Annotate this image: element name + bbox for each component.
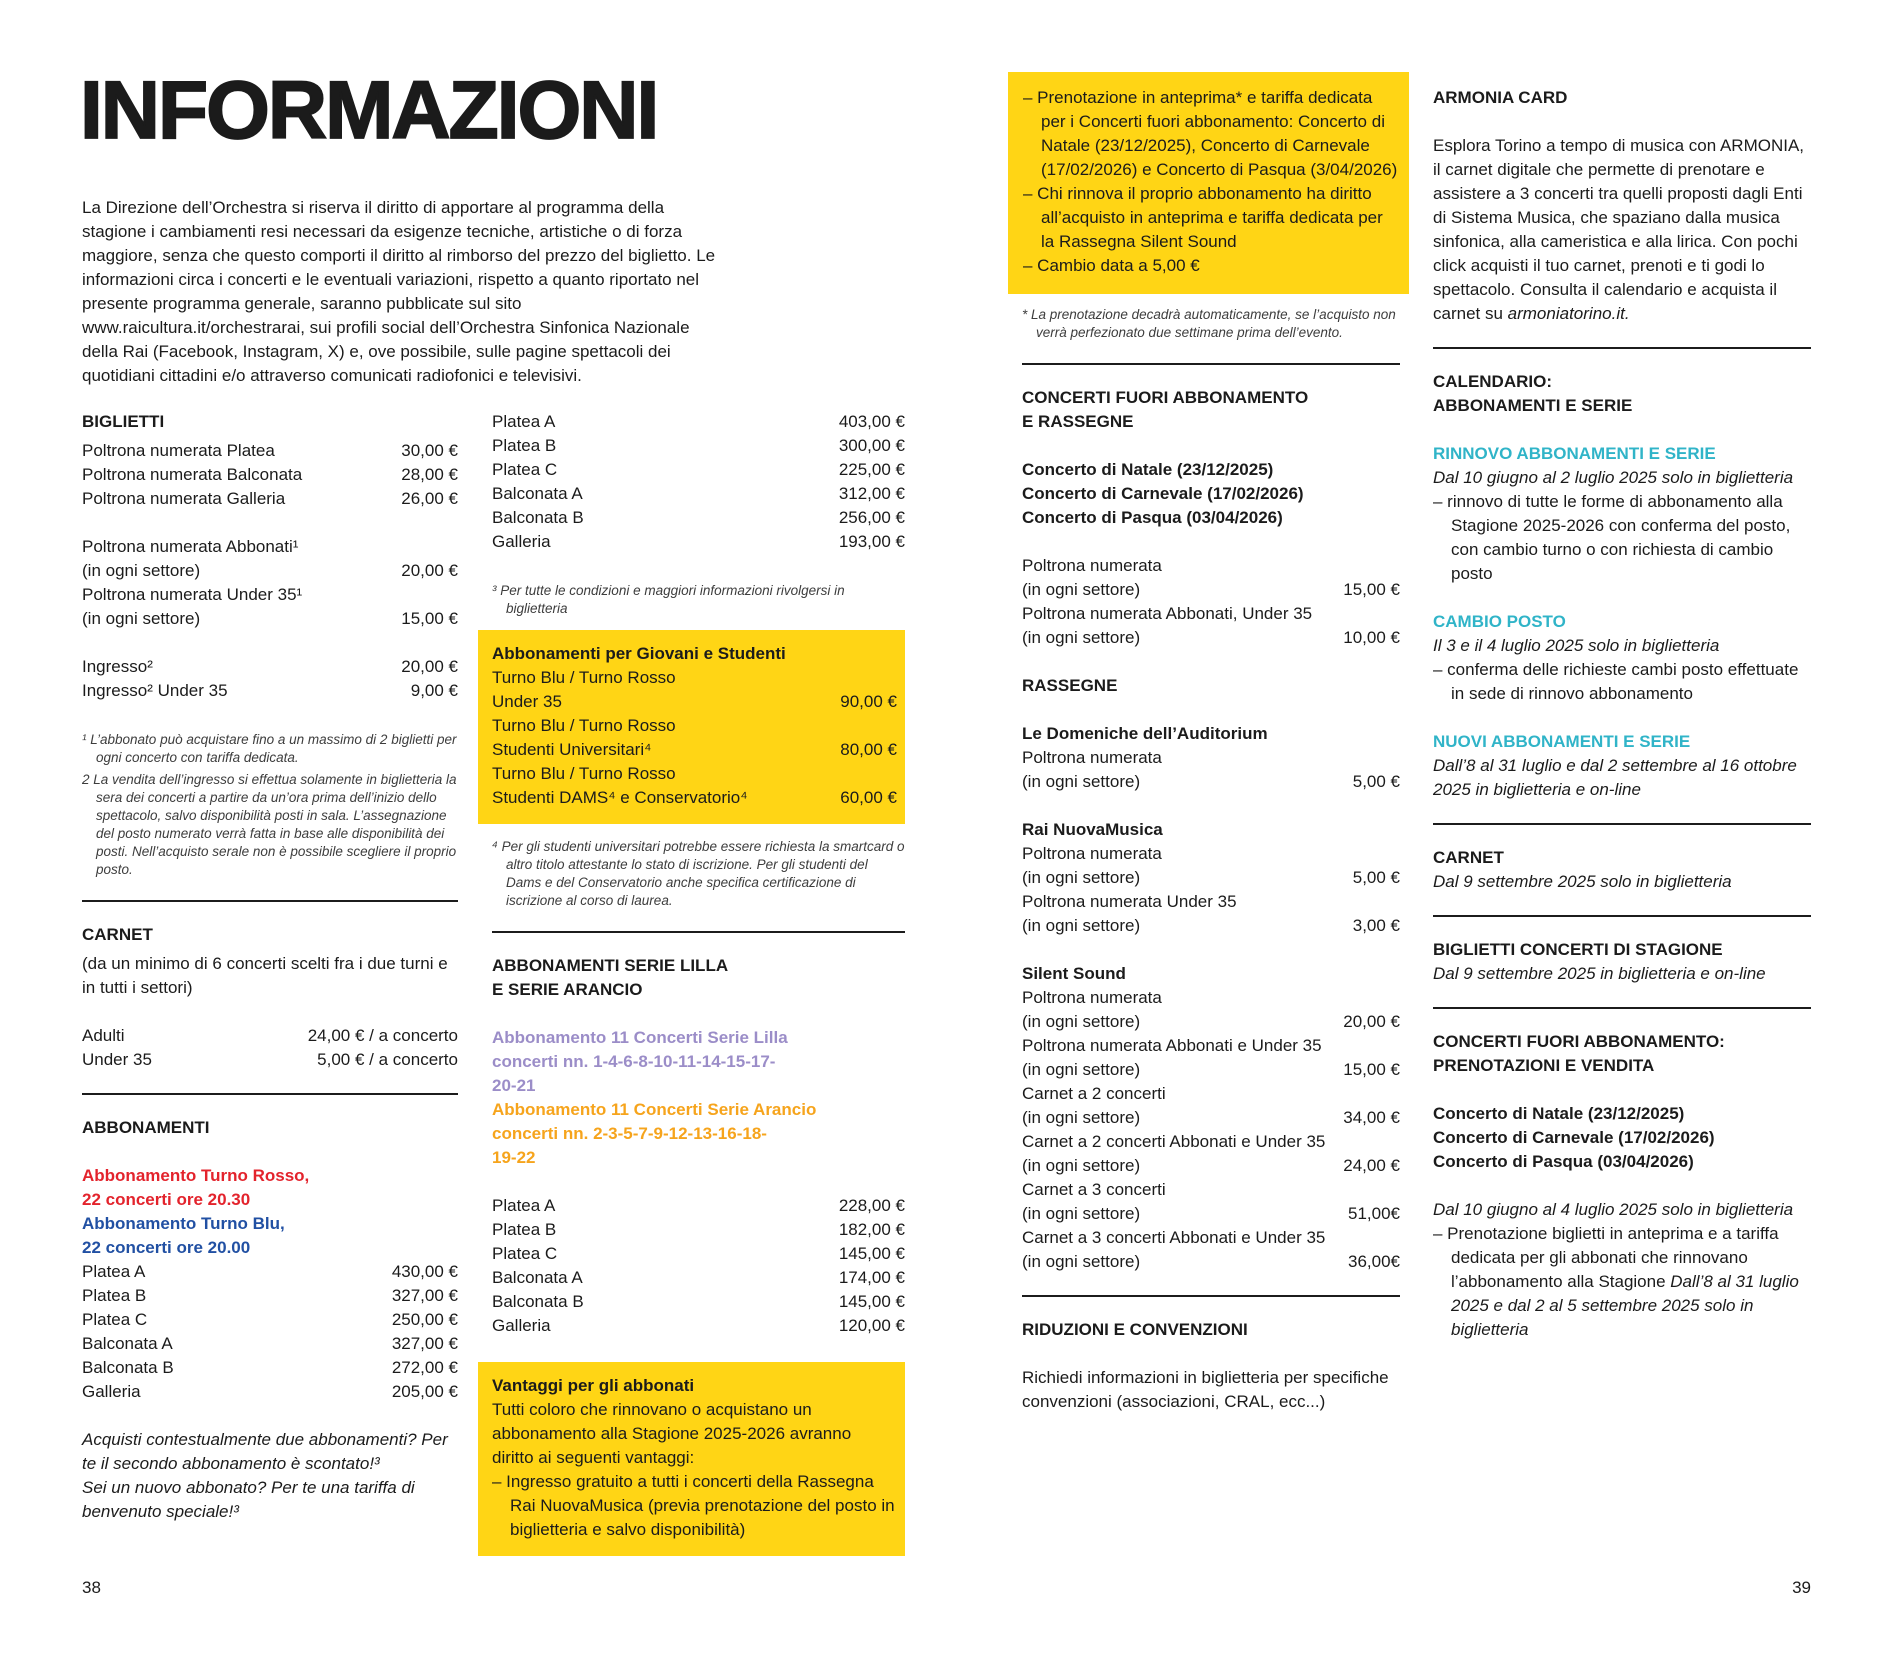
price-row — [1022, 1226, 1400, 1274]
row-label: Balconata A — [492, 1268, 583, 1287]
price-row — [82, 487, 458, 511]
price-row — [492, 1194, 905, 1218]
row-price: 24,00 € — [1343, 1156, 1400, 1175]
row-label — [1022, 1082, 1166, 1130]
footnote-2: 2 La vendita dell’ingresso si effettua solamente in biglietteria la sera dei concerti a partire da un’ora prima dell’inizio dello spettacolo, salvo disponibilità posti in sala. L’assegnazione del posto numerato verrà fatta in base alle disponibilità dei posti. Nell’acquisto serale non è possibile scegliere il proprio posto. — [82, 772, 457, 877]
price-row — [492, 458, 905, 482]
row-label: Galleria — [82, 1382, 141, 1401]
price-row — [492, 1218, 905, 1242]
carnet-cal-heading: CARNET — [1433, 848, 1504, 867]
row-price: 24,00 € / a concerto — [307, 1026, 458, 1045]
section-biglietti — [82, 410, 458, 879]
row-label-line1: Turno Blu / Turno Rosso — [492, 668, 676, 687]
price-row — [82, 1308, 458, 1332]
row-label: Balconata B — [82, 1358, 174, 1377]
price-row — [1022, 842, 1400, 890]
price-row — [1022, 1130, 1400, 1178]
concert-date-line: Concerto di Pasqua (03/04/2026) — [1022, 508, 1283, 527]
price-row — [82, 583, 458, 631]
row-label-line1: Carnet a 2 concerti Abbonati e Under 35 — [1022, 1132, 1326, 1151]
row-label — [1022, 746, 1162, 794]
row-label: Galleria — [492, 1316, 551, 1335]
row-label-line1: Poltrona numerata Under 35 — [1022, 892, 1237, 911]
row-label-line1: Carnet a 3 concerti Abbonati e Under 35 — [1022, 1228, 1326, 1247]
section-carnet — [82, 923, 458, 1072]
vantaggi-body: Tutti coloro che rinnovano o acquistano un abbonamento alla Stagione 2025-2026 avranno diritto ai seguenti vantaggi: — [492, 1400, 852, 1467]
price-row — [492, 434, 905, 458]
row-price: 300,00 € — [838, 436, 905, 455]
row-label-line1: Poltrona numerata Abbonati, Under 35 — [1022, 604, 1313, 623]
serie-heading-line1: ABBONAMENTI SERIE LILLA — [492, 956, 729, 975]
concert-date-line: Concerto di Pasqua (03/04/2026) — [1433, 1152, 1694, 1171]
column-1 — [82, 410, 458, 1524]
divider — [1022, 1295, 1400, 1297]
prenotazioni-heading-line2: PRENOTAZIONI E VENDITA — [1433, 1056, 1655, 1075]
row-label-line2: (in ogni settore) — [1022, 580, 1141, 599]
footnote-4: ⁴ Per gli studenti universitari potrebbe essere richiesta la smartcard o altro titolo attestante lo stato di iscrizione. Per gli studenti del Dams e del Conservatorio anche specifica certificazione di iscrizione al corso di laurea. — [492, 839, 905, 908]
row-price: 174,00 € — [838, 1268, 905, 1287]
column-2 — [492, 410, 905, 1556]
row-label: Platea B — [492, 1220, 557, 1239]
section-biglietti-settori — [492, 410, 905, 618]
nuovi-period: Dall’8 al 31 luglio e dal 2 settembre al 16 ottobre 2025 in biglietteria e on-line — [1433, 756, 1797, 799]
row-price: 327,00 € — [391, 1286, 458, 1305]
row-price: 228,00 € — [838, 1196, 905, 1215]
row-price: 15,00 € — [401, 609, 458, 628]
row-label: Platea C — [492, 460, 558, 479]
armonia-body — [1433, 134, 1811, 326]
row-label-line1: Poltrona numerata Abbonati e Under 35 — [1022, 1036, 1322, 1055]
armonia-body-text: Esplora Torino a tempo di musica con ARMONIA, il carnet digitale che permette di prenotare e assistere a 3 concerti tra quelli proposti dagli Enti di Sistema Musica, che spaziano dalla musica sinfonica, alla cameristica e alla lirica. Con pochi click acquisti il tuo carnet, prenoti e ti godi lo spettacolo. Consulta il calendario e acquista il carnet su — [1433, 136, 1805, 323]
section-serie-lilla-arancio — [492, 954, 905, 1338]
anteprima-bullet: – Cambio data a 5,00 € — [1023, 256, 1200, 275]
anteprima-bullet: – Prenotazione in anteprima* e tariffa dedicata per i Concerti fuori abbonamento: Concerto di Natale (23/12/2025), Concerto di Carnevale (17/02/2026) e Concerto di Pasqua (3/04/2026) — [1023, 88, 1398, 179]
section-concerti-fuori — [1022, 386, 1400, 650]
fuori-heading-line1: CONCERTI FUORI ABBONAMENTO — [1022, 388, 1309, 407]
price-row — [492, 738, 897, 762]
row-price: 403,00 € — [838, 412, 905, 431]
prenotazioni-bullet — [1433, 1222, 1811, 1342]
price-row — [82, 1356, 458, 1380]
turno-blu-subtitle: 22 concerti ore 20.00 — [82, 1238, 251, 1257]
row-label: Platea A — [492, 1196, 556, 1215]
row-label-line2: Studenti DAMS⁴ e Conservatorio⁴ — [492, 788, 748, 807]
giovani-box-title: Abbonamenti per Giovani e Studenti — [492, 644, 786, 663]
prenotazioni-heading-line1: CONCERTI FUORI ABBONAMENTO: — [1433, 1032, 1725, 1051]
row-price: 20,00 € — [1343, 1012, 1400, 1031]
price-row — [82, 679, 458, 703]
column-4 — [1433, 86, 1811, 1342]
price-row — [492, 530, 905, 554]
row-label-line1: Carnet a 2 concerti — [1022, 1084, 1166, 1103]
section-prenotazioni-vendita — [1433, 1030, 1811, 1342]
row-label: Platea B — [82, 1286, 147, 1305]
row-label — [82, 583, 302, 631]
price-row — [82, 439, 458, 463]
row-label-line1: Poltrona numerata — [1022, 556, 1162, 575]
column-3 — [1022, 72, 1400, 1414]
cambio-posto-bullet: – conferma delle richieste cambi posto effettuate in sede di rinnovo abbonamento — [1433, 660, 1799, 703]
giovani-item — [492, 666, 897, 714]
row-price: 430,00 € — [391, 1262, 458, 1281]
price-row — [492, 1242, 905, 1266]
row-label-line1: Carnet a 3 concerti — [1022, 1180, 1166, 1199]
row-label-line1: Poltrona numerata — [1022, 988, 1162, 1007]
carnet-subtitle: (da un minimo di 6 concerti scelti fra i due turni e in tutti i settori) — [82, 954, 448, 997]
price-row — [492, 1290, 905, 1314]
price-row — [492, 690, 897, 714]
carnet-cal-period: Dal 9 settembre 2025 solo in biglietteria — [1433, 872, 1732, 891]
row-price: 15,00 € — [1343, 1060, 1400, 1079]
calendario-heading-line2: ABBONAMENTI E SERIE — [1433, 396, 1633, 415]
divider — [1433, 347, 1811, 349]
fuori-heading-line2: E RASSEGNE — [1022, 412, 1134, 431]
row-price: 51,00€ — [1348, 1204, 1400, 1223]
concert-date-line: Concerto di Carnevale (17/02/2026) — [1433, 1128, 1715, 1147]
vantaggi-title: Vantaggi per gli abbonati — [492, 1376, 695, 1395]
price-row — [492, 506, 905, 530]
row-price: 3,00 € — [1352, 916, 1400, 935]
row-label-line2: (in ogni settore) — [1022, 868, 1141, 887]
price-row — [1022, 602, 1400, 650]
price-row — [82, 655, 458, 679]
price-row — [1022, 1082, 1400, 1130]
section-calendario — [1433, 370, 1811, 802]
concert-date-line: Concerto di Natale (23/12/2025) — [1022, 460, 1274, 479]
price-row — [492, 482, 905, 506]
row-price: 5,00 € — [1352, 772, 1400, 791]
row-price: 20,00 € — [401, 657, 458, 676]
divider — [82, 900, 458, 902]
row-label-line2: (in ogni settore) — [1022, 1060, 1141, 1079]
row-label-line2: (in ogni settore) — [1022, 916, 1141, 935]
riduzioni-body: Richiedi informazioni in biglietteria per specifiche convenzioni (associazioni, CRAL, ecc...) — [1022, 1368, 1389, 1411]
row-price: 250,00 € — [391, 1310, 458, 1329]
serie-arancio-label — [492, 1098, 905, 1170]
row-label-line2: (in ogni settore) — [1022, 1156, 1141, 1175]
price-row — [492, 1266, 905, 1290]
nuovi-title: NUOVI ABBONAMENTI E SERIE — [1433, 732, 1691, 751]
price-row — [1022, 986, 1400, 1034]
giovani-item — [492, 762, 897, 810]
row-price: 26,00 € — [401, 489, 458, 508]
row-label: Poltrona numerata Galleria — [82, 489, 286, 508]
price-row — [1022, 1034, 1400, 1082]
row-label: Ingresso² — [82, 657, 153, 676]
row-price: 28,00 € — [401, 465, 458, 484]
serie-arancio-line: Abbonamento 11 Concerti Serie Arancio — [492, 1100, 817, 1119]
row-price: 312,00 € — [838, 484, 905, 503]
row-price: 90,00 € — [840, 692, 897, 711]
row-label — [1022, 1178, 1166, 1226]
price-row — [1022, 1178, 1400, 1226]
biglietti-heading: BIGLIETTI — [82, 412, 165, 431]
row-label-line2: (in ogni settore) — [1022, 1012, 1141, 1031]
vantaggi-bullet: – Ingresso gratuito a tutti i concerti della Rassegna Rai NuovaMusica (previa prenotazione del posto in biglietteria e salvo disponibilità) — [492, 1472, 895, 1539]
concert-date-line: Concerto di Natale (23/12/2025) — [1433, 1104, 1685, 1123]
section-carnet-calendario — [1433, 846, 1811, 894]
row-price: 36,00€ — [1348, 1252, 1400, 1271]
row-label — [82, 535, 298, 583]
concert-date-line: Concerto di Carnevale (17/02/2026) — [1022, 484, 1304, 503]
row-label — [1022, 842, 1162, 890]
row-label-line1: Poltrona numerata — [1022, 748, 1162, 767]
row-price: 256,00 € — [838, 508, 905, 527]
abbonamenti-promo-1: Acquisti contestualmente due abbonamenti? Per te il secondo abbonamento è scontato!³ — [82, 1430, 448, 1473]
row-price: 20,00 € — [401, 561, 458, 580]
price-row — [82, 1048, 458, 1072]
row-label-line1: Poltrona numerata Abbonati¹ — [82, 537, 299, 556]
row-label: Platea A — [492, 412, 556, 431]
row-label: Platea C — [492, 1244, 558, 1263]
row-label-line1: Turno Blu / Turno Rosso — [492, 716, 676, 735]
row-price: 205,00 € — [391, 1382, 458, 1401]
rassegna-title: Le Domeniche dell’Auditorium — [1022, 724, 1268, 743]
price-row — [1022, 554, 1400, 602]
row-label: Balconata B — [492, 508, 584, 527]
row-price: 15,00 € — [1343, 580, 1400, 599]
turno-rosso-subtitle: 22 concerti ore 20.30 — [82, 1190, 251, 1209]
biglietti-stagione-heading: BIGLIETTI CONCERTI DI STAGIONE — [1433, 940, 1723, 959]
price-row — [82, 1024, 458, 1048]
price-row — [82, 463, 458, 487]
rinnovo-period: Dal 10 giugno al 2 luglio 2025 solo in biglietteria — [1433, 468, 1794, 487]
serie-lilla-line: concerti nn. 1-4-6-8-10-11-14-15-17- — [492, 1052, 776, 1071]
price-row — [1022, 746, 1400, 794]
row-label: Platea C — [82, 1310, 148, 1329]
row-label-line2: (in ogni settore) — [82, 561, 201, 580]
footnote-3: ³ Per tutte le condizioni e maggiori informazioni rivolgersi in biglietteria — [492, 583, 845, 616]
row-price: 225,00 € — [838, 460, 905, 479]
row-label — [1022, 986, 1162, 1034]
row-label — [1022, 890, 1237, 938]
row-price: 327,00 € — [391, 1334, 458, 1353]
row-label: Platea B — [492, 436, 557, 455]
row-label: Adulti — [82, 1026, 125, 1045]
abbonamenti-heading: ABBONAMENTI — [82, 1118, 210, 1137]
row-price: 145,00 € — [838, 1244, 905, 1263]
row-label: Ingresso² Under 35 — [82, 681, 228, 700]
row-price: 34,00 € — [1343, 1108, 1400, 1127]
row-label: Galleria — [492, 532, 551, 551]
anteprima-box — [1008, 72, 1409, 294]
price-row — [492, 786, 897, 810]
footnote-1: ¹ L’abbonato può acquistare fino a un massimo di 2 biglietti per ogni concerto con tariffa dedicata. — [82, 732, 457, 765]
giovani-studenti-box — [478, 630, 905, 824]
row-price: 9,00 € — [410, 681, 458, 700]
rinnovo-title: RINNOVO ABBONAMENTI E SERIE — [1433, 444, 1716, 463]
price-row — [1022, 890, 1400, 938]
armonia-heading: ARMONIA CARD — [1433, 88, 1568, 107]
serie-lilla-label — [492, 1026, 905, 1098]
carnet-heading: CARNET — [82, 925, 153, 944]
abbonamenti-promo-2: Sei un nuovo abbonato? Per te una tariffa di benvenuto speciale!³ — [82, 1478, 415, 1521]
price-row — [492, 410, 905, 434]
armonia-site-link: armoniatorino.it. — [1507, 304, 1630, 323]
row-label-line2: (in ogni settore) — [82, 609, 201, 628]
giovani-item — [492, 714, 897, 762]
row-label-line2: (in ogni settore) — [1022, 772, 1141, 791]
row-price: 120,00 € — [838, 1316, 905, 1335]
price-row — [82, 1380, 458, 1404]
serie-heading-line2: E SERIE ARANCIO — [492, 980, 643, 999]
row-price: 5,00 € / a concerto — [317, 1050, 458, 1069]
row-label-line2: (in ogni settore) — [1022, 1108, 1141, 1127]
divider — [492, 931, 905, 933]
section-rassegne — [1022, 674, 1400, 1274]
row-label — [1022, 1226, 1325, 1274]
turno-rosso-title: Abbonamento Turno Rosso, — [82, 1166, 310, 1185]
page-number-right: 39 — [1792, 1578, 1811, 1597]
row-label-line1: Turno Blu / Turno Rosso — [492, 764, 676, 783]
rassegna-title: Silent Sound — [1022, 964, 1126, 983]
rassegna-title: Rai NuovaMusica — [1022, 820, 1163, 839]
row-label: Poltrona numerata Balconata — [82, 465, 303, 484]
row-label — [1022, 602, 1312, 650]
page-number-left: 38 — [82, 1578, 101, 1597]
footnote-asterisk: * La prenotazione decadrà automaticamente, se l’acquisto non verrà perfezionato due settimane prima dell’evento. — [1022, 307, 1396, 340]
row-label — [1022, 1130, 1325, 1178]
row-price: 30,00 € — [401, 441, 458, 460]
row-label: Balconata A — [82, 1334, 173, 1353]
rinnovo-bullet: – rinnovo di tutte le forme di abbonamento alla Stagione 2025-2026 con conferma del posto, con cambio turno o con richiesta di cambio posto — [1433, 492, 1791, 583]
row-price: 80,00 € — [840, 740, 897, 759]
row-label: Balconata B — [492, 1292, 584, 1311]
price-row — [82, 1332, 458, 1356]
anteprima-bullet: – Chi rinnova il proprio abbonamento ha diritto all’acquisto in anteprima e tariffa dedicata per la Rassegna Silent Sound — [1023, 184, 1383, 251]
price-row — [82, 535, 458, 583]
row-label: Platea A — [82, 1262, 146, 1281]
price-row — [82, 1260, 458, 1284]
cambio-posto-title: CAMBIO POSTO — [1433, 612, 1566, 631]
turno-blu-title: Abbonamento Turno Blu, — [82, 1214, 285, 1233]
row-label-line2: (in ogni settore) — [1022, 628, 1141, 647]
row-label: Balconata A — [492, 484, 583, 503]
page-title: INFORMAZIONI — [80, 65, 658, 156]
cambio-posto-period: Il 3 e il 4 luglio 2025 solo in biglietteria — [1433, 636, 1720, 655]
row-label — [1022, 554, 1162, 602]
row-label-line2: (in ogni settore) — [1022, 1252, 1141, 1271]
row-price: 10,00 € — [1343, 628, 1400, 647]
row-label: Poltrona numerata Platea — [82, 441, 275, 460]
divider — [1433, 823, 1811, 825]
section-armonia — [1433, 86, 1811, 326]
riduzioni-heading: RIDUZIONI E CONVENZIONI — [1022, 1320, 1248, 1339]
prenotazioni-period: Dal 10 giugno al 4 luglio 2025 solo in biglietteria — [1433, 1200, 1794, 1219]
biglietti-stagione-period: Dal 9 settembre 2025 in biglietteria e on-line — [1433, 964, 1766, 983]
price-row — [82, 1284, 458, 1308]
row-price: 272,00 € — [391, 1358, 458, 1377]
prenotazioni-bullet-period: Dall’8 al 31 luglio 2025 e dal 2 al 5 settembre 2025 solo in biglietteria — [1451, 1272, 1799, 1339]
divider — [1433, 1007, 1811, 1009]
row-label-line2: (in ogni settore) — [1022, 1204, 1141, 1223]
serie-arancio-line: 19-22 — [492, 1148, 536, 1167]
row-label: Under 35 — [82, 1050, 152, 1069]
divider — [1022, 363, 1400, 365]
section-abbonamenti — [82, 1116, 458, 1524]
divider — [1433, 915, 1811, 917]
calendario-heading-line1: CALENDARIO: — [1433, 372, 1552, 391]
section-biglietti-stagione — [1433, 938, 1811, 986]
vantaggi-box — [478, 1362, 905, 1556]
section-riduzioni — [1022, 1318, 1400, 1414]
intro-paragraph: La Direzione dell’Orchestra si riserva il diritto di apportare al programma della stagione i cambiamenti resi necessari da esigenze tecniche, artistiche o di forza maggiore, senza che questo comporti il diritto al rimborso del prezzo del biglietto. Le informazioni circa i concerti e le eventuali variazioni, rispetto a quanto riportato nel presente programma generale, saranno pubblicate sul sito www.raicultura.it/orchestrarai, sui profili social dell’Orchestra Sinfonica Nazionale della Rai (Facebook, Instagram, X) e, ove possibile, sulle pagine spettacoli dei quotidiani cittadini e/o attraverso comunicati radiofonici e televisivi. — [82, 198, 716, 385]
row-price: 145,00 € — [838, 1292, 905, 1311]
rassegne-heading: RASSEGNE — [1022, 676, 1118, 695]
prenotazioni-bullet-text: – Prenotazione biglietti in anteprima e a tariffa dedicata per gli abbonati che rinnovano l’abbonamento alla Stagione — [1433, 1224, 1779, 1291]
row-price: 182,00 € — [838, 1220, 905, 1239]
serie-lilla-line: 20-21 — [492, 1076, 536, 1095]
divider — [82, 1093, 458, 1095]
serie-lilla-line: Abbonamento 11 Concerti Serie Lilla — [492, 1028, 788, 1047]
price-row — [492, 1314, 905, 1338]
row-label-line2: Studenti Universitari⁴ — [492, 740, 652, 759]
row-label-line1: Poltrona numerata Under 35¹ — [82, 585, 303, 604]
row-label-line2: Under 35 — [492, 692, 562, 711]
serie-arancio-line: concerti nn. 2-3-5-7-9-12-13-16-18- — [492, 1124, 767, 1143]
row-label — [1022, 1034, 1322, 1082]
row-label-line1: Poltrona numerata — [1022, 844, 1162, 863]
row-price: 5,00 € — [1352, 868, 1400, 887]
row-price: 60,00 € — [840, 788, 897, 807]
row-price: 193,00 € — [838, 532, 905, 551]
